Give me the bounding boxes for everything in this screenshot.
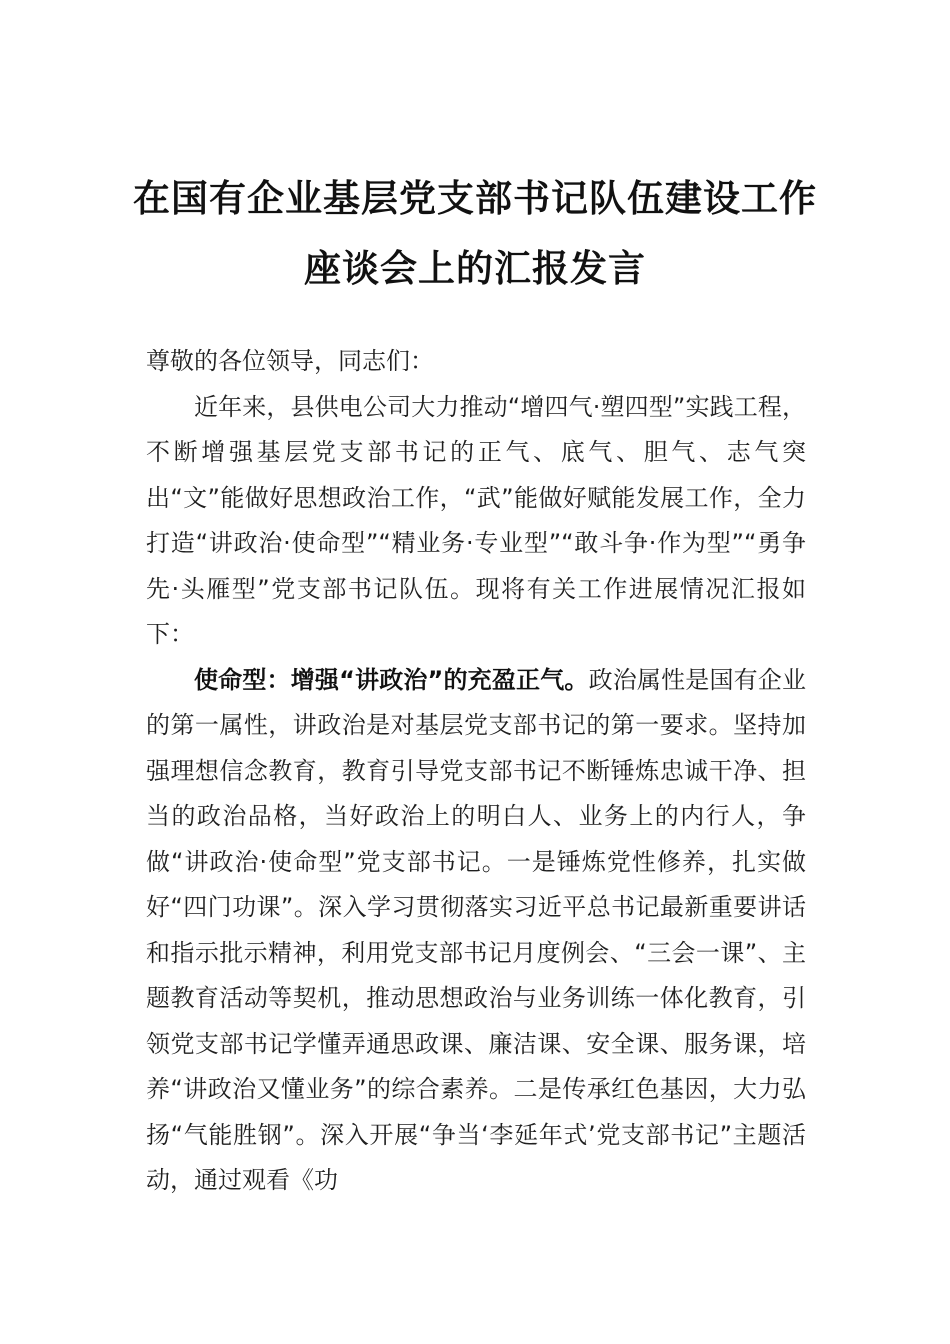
document-title-line-1: 在国有企业基层党支部书记队伍建设工作 [133,176,817,220]
document-body [146,339,806,1204]
paragraph-mission-type-heading: 使命型：增强“讲政治”的充盈正气。 [194,665,589,694]
document-title-line-2: 座谈会上的汇报发言 [304,246,646,290]
paragraph-intro: 近年来，县供电公司大力推动“增四气·塑四型”实践工程，不断增强基层党支部书记的正气、底气、胆气、志气突出“文”能做好思想政治工作，“武”能做好赋能发展工作，全力打造“讲政治·使命型”“精业务·专业型”“敢斗争·作为型”“勇争先·头雁型”党支部书记队伍。现将有关工作进展情况汇报如下： [146,392,806,648]
paragraph-mission-type [146,658,806,1204]
greeting: 尊敬的各位领导，同志们： [146,347,434,375]
paragraph-mission-type-body: 政治属性是国有企业的第一属性，讲政治是对基层党支部书记的第一要求。坚持加强理想信念教育，教育引导党支部书记不断锤炼忠诚干净、担当的政治品格，当好政治上的明白人、业务上的内行人，争做“讲政治·使命型”党支部书记。一是锤炼党性修养，扎实做好“四门功课”。深入学习贯彻落实习近平总书记最新重要讲话和指示批示精神，利用党支部书记月度例会、“三会一课”、主题教育活动等契机，推动思想政治与业务训练一体化教育，引领党支部书记学懂弄通思政课、廉洁课、安全课、服务课，培养“讲政治又懂业务”的综合素养。二是传承红色基因，大力弘扬“气能胜钢”。深入开展“争当‘李延年式’党支部书记”主题活动，通过观看《功 [146,665,807,1194]
